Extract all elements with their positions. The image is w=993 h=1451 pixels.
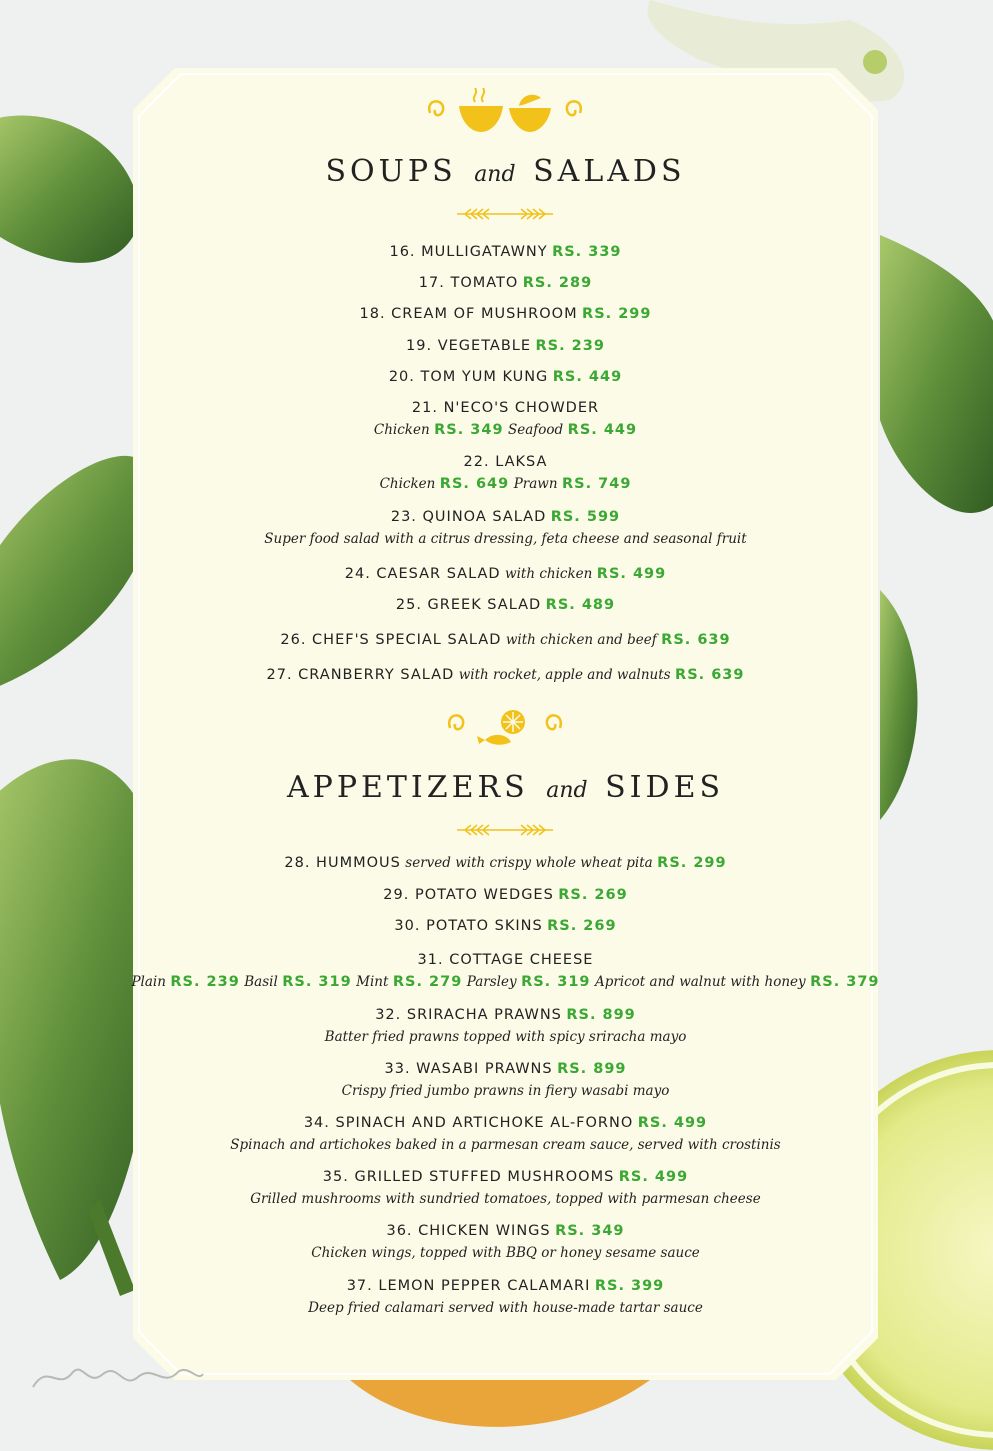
menu-item: 23. QUINOA SALAD RS. 599 Super food salad with a citrus dressing, feta cheese and seasonal fruit — [264, 509, 747, 547]
menu-item: 19. VEGETABLE RS. 239 — [406, 338, 605, 354]
menu-content — [133, 68, 878, 1380]
artist-signature — [28, 1352, 208, 1402]
menu-item: 17. TOMATO RS. 289 — [418, 275, 593, 291]
menu-item: 27. CRANBERRY SALAD with rocket, apple and walnuts RS. 639 — [266, 667, 745, 683]
menu-item: 16. MULLIGATAWNY RS. 339 — [389, 244, 622, 260]
leaf-mid-left — [0, 456, 153, 690]
menu-item: 22. LAKSA Chicken RS. 649 Prawn RS. 749 — [379, 454, 632, 492]
menu-item: 35. GRILLED STUFFED MUSHROOMS RS. 499 Grilled mushrooms with sundried tomatoes, topped with parmesan cheese — [250, 1169, 761, 1207]
menu-item: 29. POTATO WEDGES RS. 269 — [383, 887, 628, 903]
wheat-divider-icon — [455, 822, 555, 838]
menu-item: 34. SPINACH AND ARTICHOKE AL-FORNO RS. 499 Spinach and artichokes baked in a parmesan cream sauce, served with crostinis — [230, 1115, 781, 1153]
menu-item: 18. CREAM OF MUSHROOM RS. 299 — [359, 306, 652, 322]
lemon-bottom — [350, 1380, 650, 1427]
menu-item: 25. GREEK SALAD RS. 489 — [395, 597, 616, 613]
menu-item: 28. HUMMOUS served with crispy whole wheat pita RS. 299 — [284, 855, 727, 871]
menu-item: 36. CHICKEN WINGS RS. 349 Chicken wings, topped with BBQ or honey sesame sauce — [311, 1223, 700, 1261]
menu-item: 32. SRIRACHA PRAWNS RS. 899 Batter fried prawns topped with spicy sriracha mayo — [324, 1007, 687, 1045]
shrimp-and-lemon-icon — [445, 706, 565, 752]
menu-item: 20. TOM YUM KUNG RS. 449 — [388, 369, 623, 385]
leaf-mid-right — [880, 590, 918, 820]
menu-item: 24. CAESAR SALAD with chicken RS. 499 — [344, 566, 667, 582]
leaf-top-right — [880, 235, 993, 513]
section-title-appetizers-sides: APPETIZERS and SIDES — [286, 770, 725, 805]
soup-and-salad-bowls-icon — [425, 88, 585, 138]
section-title-soups-salads: SOUPS and SALADS — [325, 154, 686, 189]
menu-item: 30. POTATO SKINS RS. 269 — [394, 918, 617, 934]
menu-item: 31. COTTAGE CHEESE Plain RS. 239 Basil RS. 319 Mint RS. 279 Parsley RS. 319 Apricot and walnut with honey RS. 379 — [131, 952, 880, 990]
menu-item: 37. LEMON PEPPER CALAMARI RS. 399 Deep fried calamari served with house-made tartar sauce — [308, 1278, 703, 1316]
menu-item: 21. N'ECO'S CHOWDER Chicken RS. 349 Seafood RS. 449 — [373, 400, 638, 438]
leaf-top-left — [0, 116, 140, 263]
menu-item: 33. WASABI PRAWNS RS. 899 Crispy fried jumbo prawns in fiery wasabi mayo — [341, 1061, 670, 1099]
menu-item: 26. CHEF'S SPECIAL SALAD with chicken and beef RS. 639 — [280, 632, 731, 648]
wheat-divider-icon — [455, 206, 555, 222]
